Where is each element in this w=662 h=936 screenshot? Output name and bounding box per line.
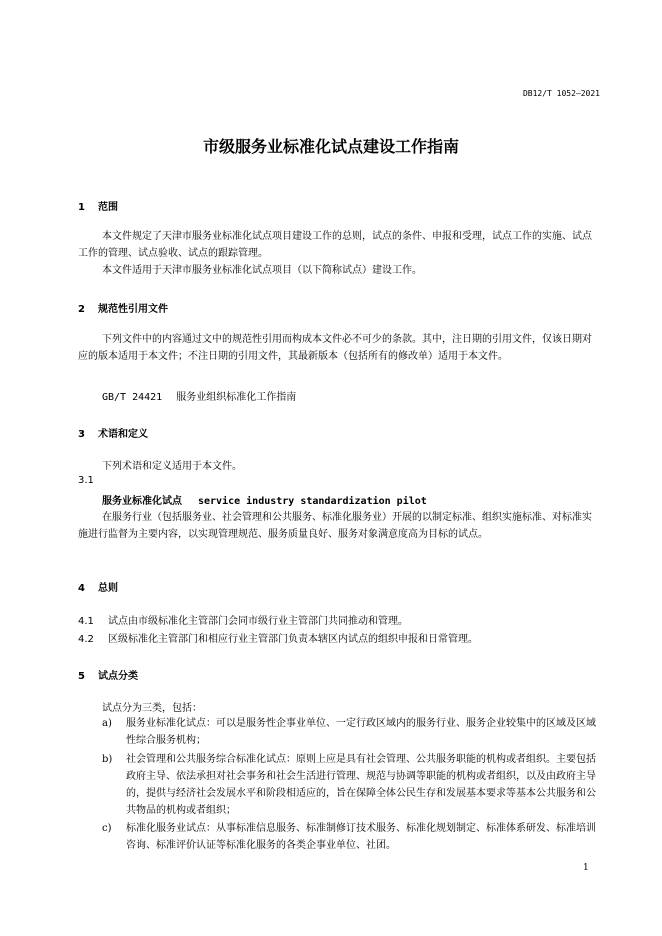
terms-intro: 下列术语和定义适用于本文件。 bbox=[102, 461, 242, 472]
list-marker: c) bbox=[102, 823, 112, 834]
term-number: 3.1 bbox=[78, 475, 94, 486]
clause-4-1 bbox=[78, 612, 408, 627]
section-title: 范围 bbox=[98, 202, 118, 213]
section-number: 2 bbox=[78, 304, 85, 315]
section-1-para-1: 本文件规定了天津市服务业标准化试点项目建设工作的总则，试点的条件、申报和受理，试点工作的实施、试点工作的管理、试点验收、试点的跟踪管理。 bbox=[78, 231, 592, 259]
section-2-heading bbox=[78, 300, 168, 315]
section-2-para-1: 下列文件中的内容通过文中的规范性引用而构成本文件必不可少的条款。其中，注日期的引用文件，仅该日期对应的版本适用于本文件；不注日期的引用文件，其最新版本（包括所有的修改单）适用于本文件。 bbox=[78, 334, 592, 362]
term-chinese: 服务业标准化试点 bbox=[102, 496, 182, 507]
reference-code: GB/T 24421 bbox=[102, 392, 163, 403]
list-item-c bbox=[102, 820, 598, 854]
section-number: 5 bbox=[78, 671, 85, 682]
section-5-heading bbox=[78, 667, 138, 682]
section-1-heading bbox=[78, 198, 118, 213]
section-title: 试点分类 bbox=[98, 671, 138, 682]
doc-code: DB12/T 1052—2021 bbox=[522, 89, 600, 98]
clause-4-2 bbox=[78, 630, 478, 645]
list-text: 社会管理和公共服务综合标准化试点：原则上应是具有社会管理、公共服务职能的机构或者组织。主要包括政府主导、依法承担对社会事务和社会生活进行管理、规范与协调等职能的机构或者组织，以及由政府主导的，提供与经济社会发展水平和阶段相适应的，旨在保障全体公民生存和发展基本要求等基本公共服务和公共物品的机构或者组织； bbox=[126, 754, 596, 816]
page-title: 市级服务业标准化试点建设工作指南 bbox=[202, 137, 459, 156]
section-1-para-2: 本文件适用于天津市服务业标准化试点项目（以下简称试点）建设工作。 bbox=[102, 265, 422, 276]
reference-title: 服务业组织标准化工作指南 bbox=[176, 392, 297, 403]
section-number: 1 bbox=[78, 202, 85, 213]
clause-text: 试点由市级标准化主管部门会同市级行业主管部门共同推动和管理。 bbox=[108, 616, 408, 627]
section-3-heading bbox=[78, 425, 148, 440]
list-marker: a) bbox=[102, 718, 112, 729]
list-item-a bbox=[102, 715, 598, 749]
list-text: 服务业标准化试点：可以是服务性企事业单位、一定行政区域内的服务行业、服务企业较集中的区域及区域性综合服务机构； bbox=[126, 718, 596, 746]
section-number: 3 bbox=[78, 429, 85, 440]
section-4-heading bbox=[78, 579, 118, 594]
section-title: 规范性引用文件 bbox=[98, 304, 168, 315]
list-item-b bbox=[102, 751, 598, 819]
normative-reference bbox=[102, 388, 296, 403]
section-title: 总则 bbox=[98, 583, 118, 594]
term-english: service industry standardization pilot bbox=[198, 496, 427, 507]
clause-number: 4.1 bbox=[78, 616, 94, 627]
list-text: 标准化服务业试点：从事标准信息服务、标准制修订技术服务、标准化规划制定、标准体系研发、标准培训咨询、标准评价认证等标准化服务的各类企事业单位、社团。 bbox=[126, 823, 596, 851]
section-number: 4 bbox=[78, 583, 85, 594]
clause-number: 4.2 bbox=[78, 634, 94, 645]
classification-intro: 试点分为三类，包括： bbox=[102, 703, 202, 714]
term-entry bbox=[102, 492, 427, 507]
term-definition: 在服务行业（包括服务业、社会管理和公共服务、标准化服务业）开展的以制定标准、组织实施标准、对标准实施进行监督为主要内容，以实现管理规范、服务质量良好、服务对象满意度高为目标的试点。 bbox=[78, 512, 592, 540]
section-title: 术语和定义 bbox=[98, 429, 148, 440]
page-number: 1 bbox=[583, 863, 589, 873]
clause-text: 区级标准化主管部门和相应行业主管部门负责本辖区内试点的组织申报和日常管理。 bbox=[108, 634, 478, 645]
list-marker: b) bbox=[102, 754, 113, 765]
